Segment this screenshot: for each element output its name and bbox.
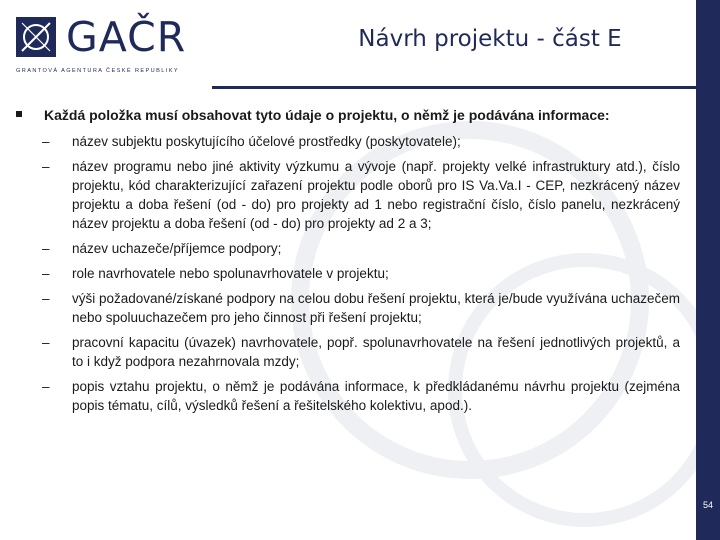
main-bullet <box>14 106 680 125</box>
list-item-text: název uchazeče/příjemce podpory; <box>72 241 282 256</box>
page-title: Návrh projektu - část E <box>358 26 622 52</box>
list-item-text: název subjektu poskytujícího účelové prostředky (poskytovatele); <box>72 134 461 149</box>
main-bullet-text: Každá položka musí obsahovat tyto údaje o projektu, o němž je podávána informace: <box>44 107 610 123</box>
dash-marker: – <box>42 266 50 281</box>
dash-marker: – <box>42 291 50 306</box>
dash-marker: – <box>42 134 50 149</box>
list-item-text: role navrhovatele nebo spolunavrhovatele v projektu; <box>72 266 389 281</box>
dash-marker: – <box>42 379 50 394</box>
list-item-text: popis vztahu projektu, o němž je podávána informace, k předkládanému návrhu projektu (zejména popis tématu, cílů, výsledků řešení a řešitelského kolektivu, apod.). <box>72 379 680 413</box>
list-item <box>14 239 680 258</box>
list-item <box>14 264 680 283</box>
dash-marker: – <box>42 241 50 256</box>
list-item <box>14 377 680 415</box>
list-item <box>14 333 680 371</box>
sub-item-list <box>14 132 680 415</box>
page-number: 54 <box>702 500 713 510</box>
right-accent-bar <box>696 0 720 540</box>
title-divider <box>212 86 696 89</box>
square-bullet-icon <box>16 111 22 117</box>
list-item-text: výši požadované/získané podpory na celou dobu řešení projektu, která je/bude využívána uchazečem nebo spoluuchazečem pro jeho činnost při řešení projektu; <box>72 291 680 325</box>
list-item-text: název programu nebo jiné aktivity výzkumu a vývoje (např. projekty velké infrastruktury atd.), číslo projektu, kód charakterizující zařazení projektu podle oborů pro IS Va.Va.I - CEP, nezkrácený název projektu a doba řešení (od - do) pro projekty ad 1 nebo registrační číslo, číslo panelu, nezkrácený název projektu a doba řešení (od - do) pro projekty ad 2 a 3; <box>72 159 680 231</box>
content <box>14 106 680 421</box>
list-item <box>14 132 680 151</box>
list-item <box>14 157 680 233</box>
list-item-text: pracovní kapacitu (úvazek) navrhovatele, popř. spolunavrhovatele na řešení jednotlivých projektů, a to i když podpora nezahrnovala mzdy; <box>72 335 680 369</box>
logo-text: GAČR <box>66 13 187 61</box>
gacr-logo-mark-icon <box>16 17 56 57</box>
logo-subtitle: GRANTOVÁ AGENTURA ČESKÉ REPUBLIKY <box>16 68 179 74</box>
logo <box>14 13 189 74</box>
dash-marker: – <box>42 335 50 350</box>
dash-marker: – <box>42 159 50 174</box>
list-item <box>14 289 680 327</box>
